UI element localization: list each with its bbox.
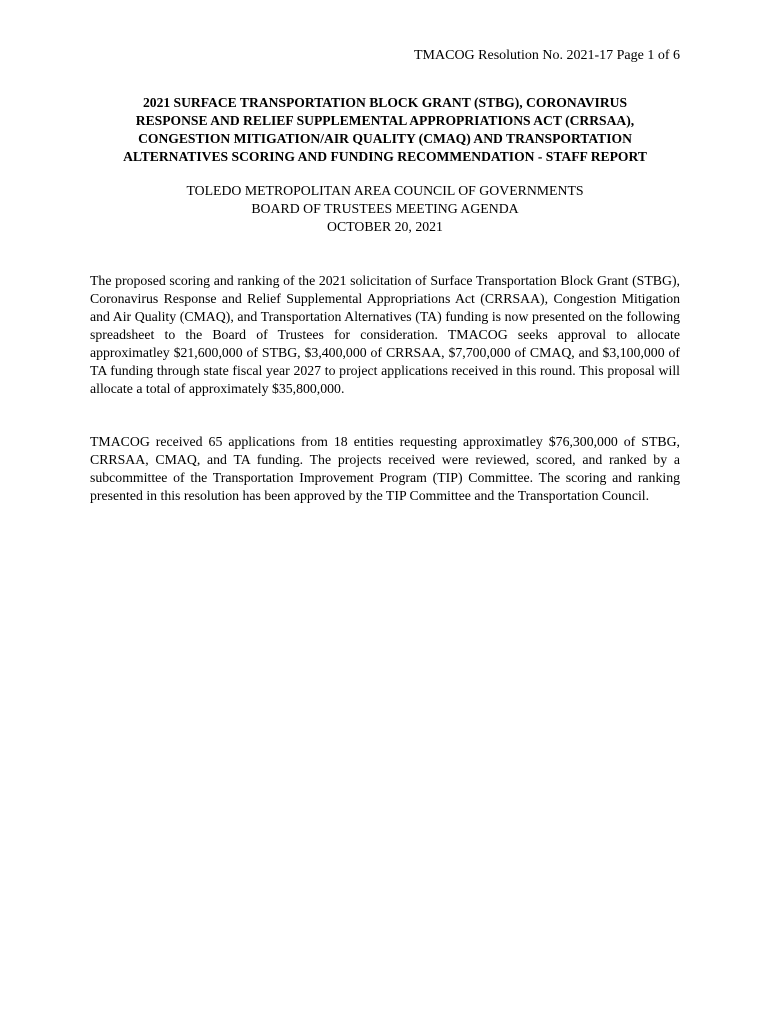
body-paragraph-proposal: The proposed scoring and ranking of the 2021 solicitation of Surface Transportation Block Grant (STBG), Coronavirus Response and Relief Supplemental Appropriations Act (CRRSAA), Congestion Mitigation and Air Quality (CMAQ), and Transportation Alternatives (TA) funding is now presented on the following spreadsheet to the Board of Trustees for consideration. TMACOG seeks approval to allocate approximatley $21,600,000 of STBG, $3,400,000 of CRRSAA, $7,700,000 of CMAQ, and $3,100,000 of TA funding through state fiscal year 2027 to project applications received in this round. This proposal will allocate a total of approximately $35,800,000. <box>90 273 680 396</box>
report-title <box>86 94 684 166</box>
report-title-line: RESPONSE AND RELIEF SUPPLEMENTAL APPROPRIATIONS ACT (CRRSAA), <box>135 113 635 128</box>
organization-heading <box>86 182 684 236</box>
body-paragraph-applications: TMACOG received 65 applications from 18 entities requesting approximatley $76,300,000 of STBG, CRRSAA, CMAQ, and TA funding. The projects received were reviewed, scored, and ranked by a subcommittee of the Transportation Improvement Program (TIP) Committee. The scoring and ranking presented in this resolution has been approved by the TIP Committee and the Transportation Council. <box>90 434 680 503</box>
report-title-line: 2021 SURFACE TRANSPORTATION BLOCK GRANT (STBG), CORONAVIRUS <box>142 95 628 110</box>
meeting-name: BOARD OF TRUSTEES MEETING AGENDA <box>251 201 519 216</box>
report-title-line: ALTERNATIVES SCORING AND FUNDING RECOMMENDATION - STAFF REPORT <box>123 149 647 164</box>
page-header-resolution: TMACOG Resolution No. 2021-17 Page 1 of 6 <box>414 48 680 63</box>
organization-name: TOLEDO METROPOLITAN AREA COUNCIL OF GOVERNMENTS <box>186 183 584 198</box>
report-title-line: CONGESTION MITIGATION/AIR QUALITY (CMAQ) AND TRANSPORTATION <box>138 131 632 146</box>
meeting-date: OCTOBER 20, 2021 <box>327 219 443 234</box>
